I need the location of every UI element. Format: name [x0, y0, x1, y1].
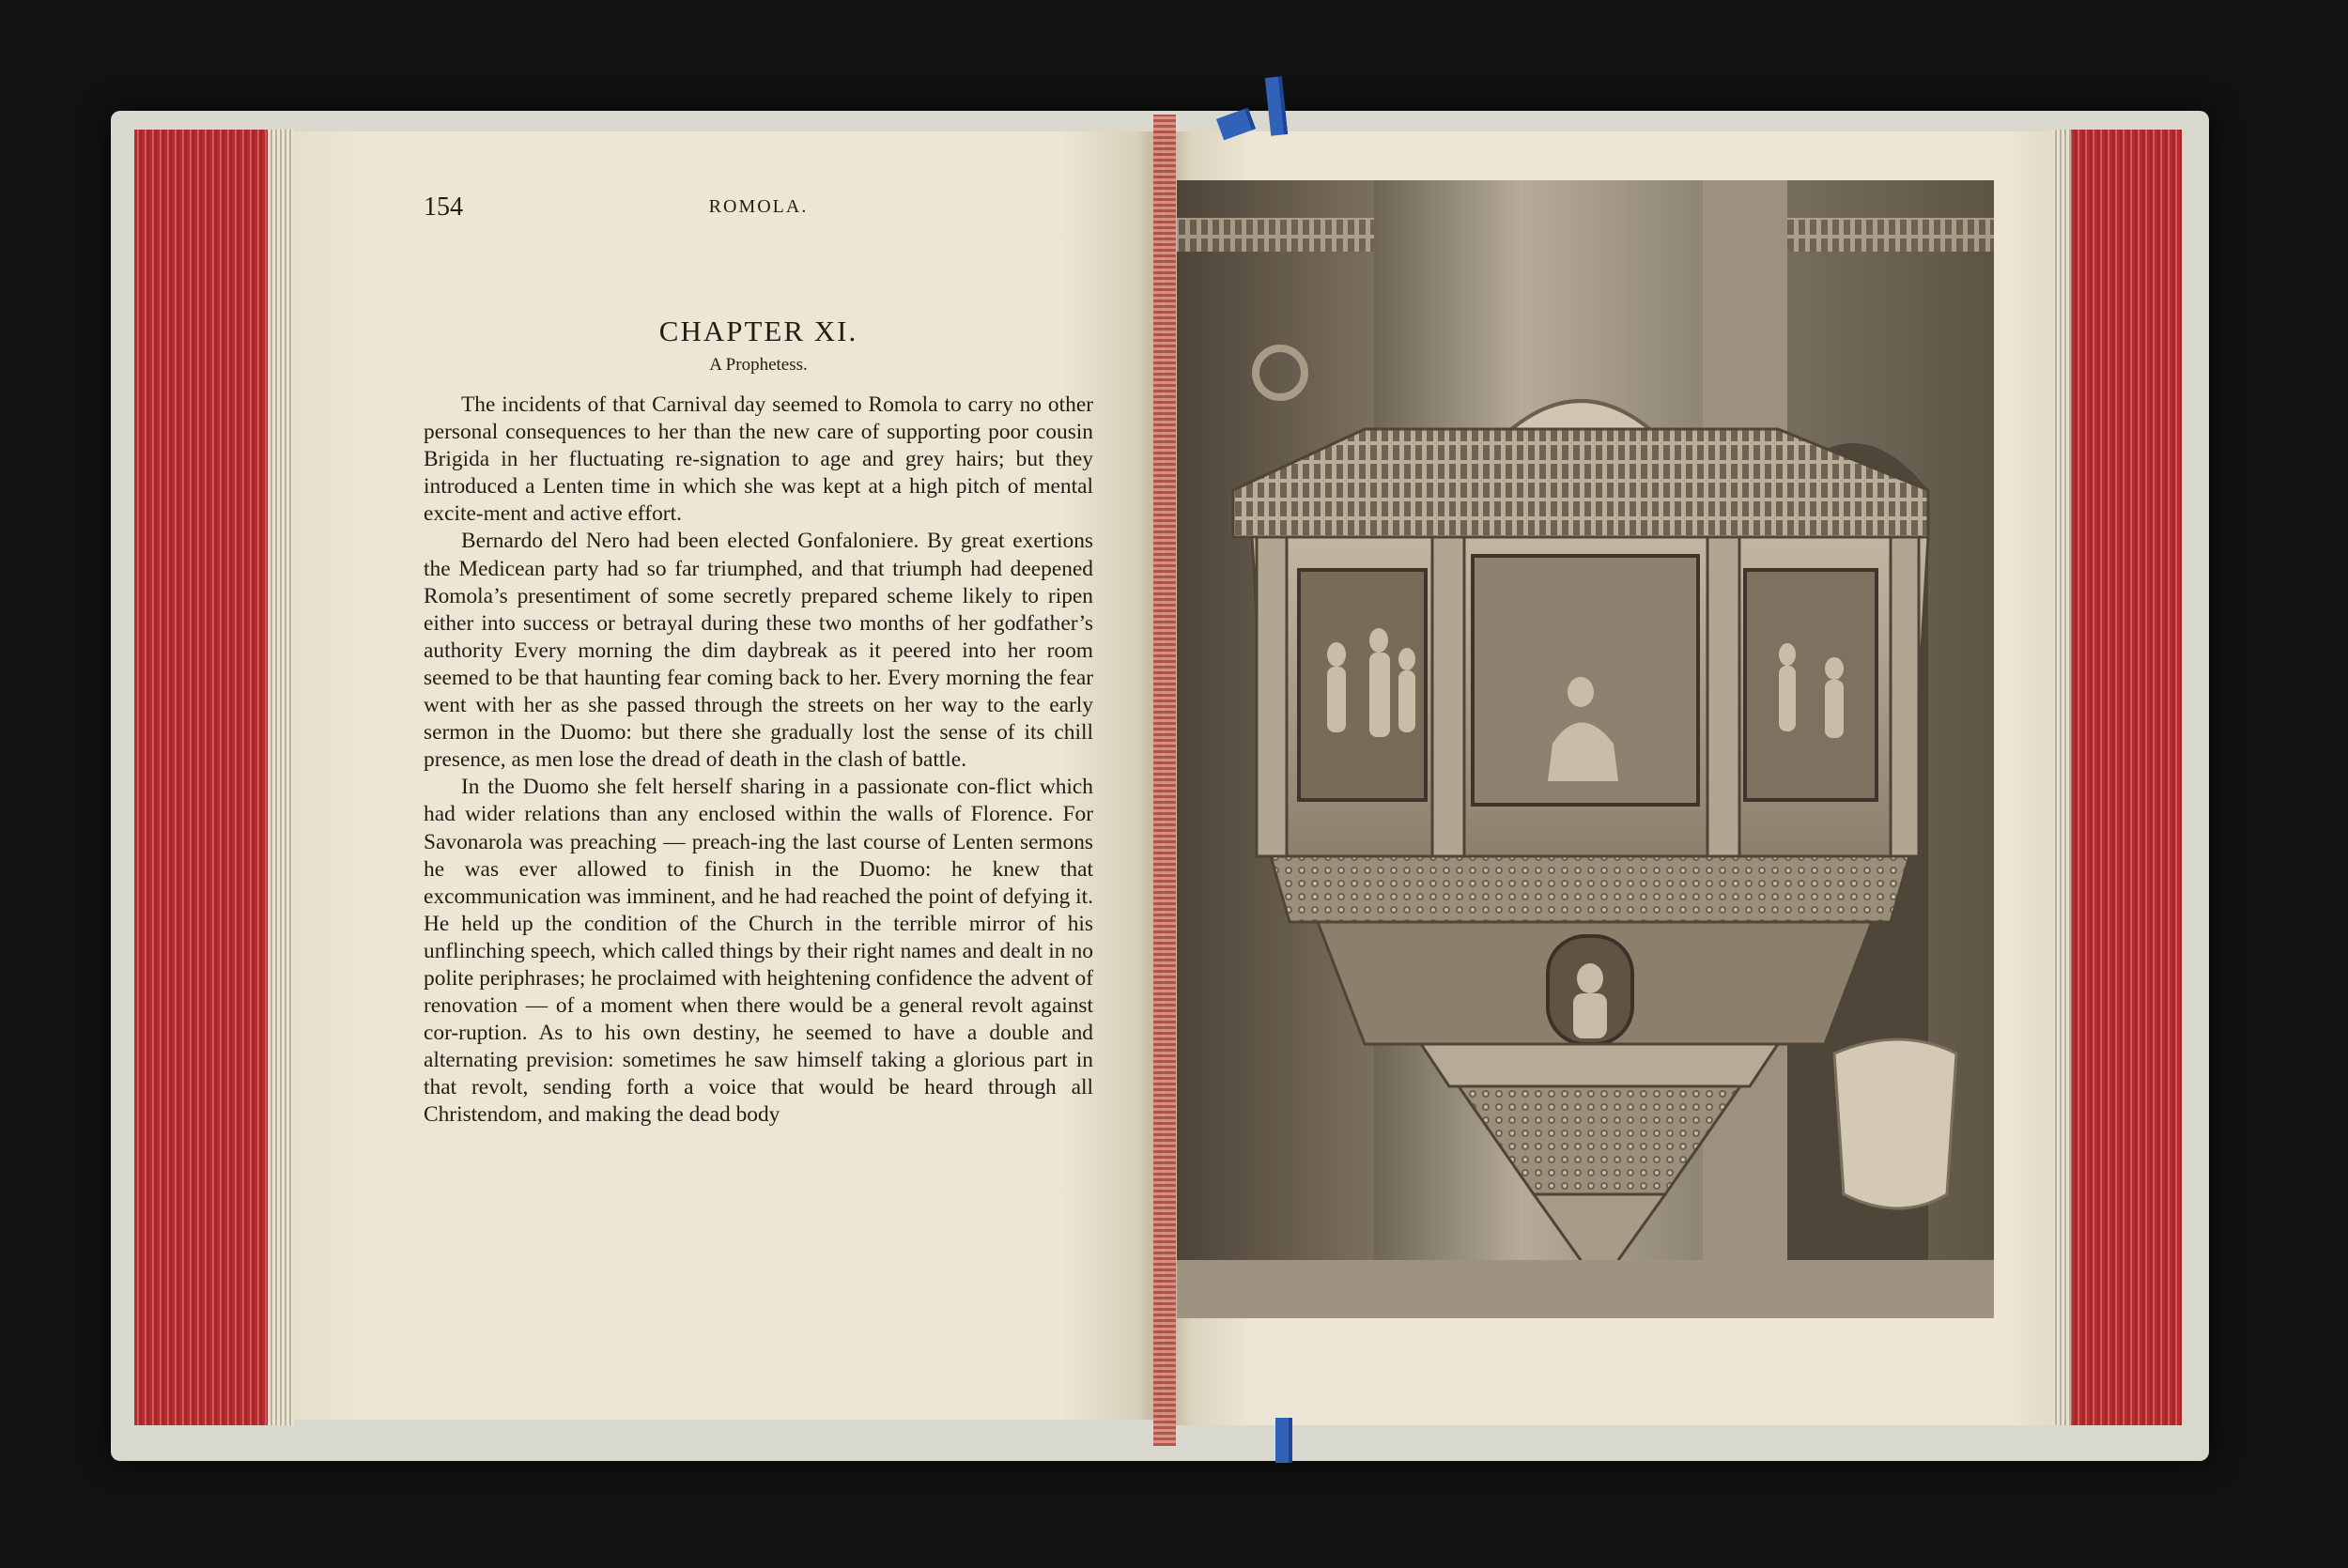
- paragraph-1: The incidents of that Carnival day seemed to Romola to carry no other personal consequences to her than the new care of supporting poor cousin Brigida in her fluctuating re-signation to age and grey hairs; but they introduced a Lenten time in which she was kept at a high pitch of mental excite-ment and active effort.: [424, 392, 1093, 527]
- page-number: 154: [424, 192, 463, 222]
- chapter-title: CHAPTER XI.: [658, 315, 858, 347]
- carved-marble-pulpit-photograph: [1177, 180, 1994, 1318]
- pulpit-illustration-icon: [1177, 180, 1994, 1318]
- page-edges-left: [134, 130, 294, 1425]
- page-edges-right: [2052, 130, 2182, 1425]
- book-spine: [1153, 115, 1176, 1446]
- paragraph-2: Bernardo del Nero had been elected Gonfaloniere. By great exertions the Medicean party had so far triumphed, and that triumph had deepened Romola’s presentiment of some secretly prepared scheme likely to ripen either into success or betrayal during these two months of her godfather’s authority Every morning the dim daybreak as it peered into her room seemed to be that haunting fear coming back to her. Every morning the fear went with her as she passed through the streets on her way to the early sermon in the Duomo: but there she gradually lost the sense of its chill presence, as men lose the dread of death in the clash of battle.: [424, 529, 1093, 773]
- paragraph-3: In the Duomo she felt herself sharing in a passionate con-flict which had wider relations than any enclosed within the walls of Florence. For Savonarola was preaching — preach-ing the last course of Lenten sermons he was ever allowed to finish in the Duomo: he knew that excommunication was imminent, and he had reached the point of defying it. He held up the condition of the Church in the terrible mirror of his unflinching speech, which called things by their right names and dealt in no polite periphrases; he proclaimed with heightening confidence the advent of renovation — of a moment when there would be a general revolt against cor-ruption. As to his own destiny, he seemed to have a double and alternating prevision: sometimes he saw himself taking a glorious part in that revolt, sending forth a voice that would be heard through all Christendom, and making the dead body: [424, 775, 1093, 1128]
- running-title: ROMOLA.: [708, 196, 809, 217]
- running-head: [424, 192, 1093, 230]
- chapter-subtitle: A Prophetess.: [709, 355, 808, 375]
- left-page-text: [424, 192, 1093, 1130]
- bookmark-ribbon-bottom: [1275, 1418, 1292, 1463]
